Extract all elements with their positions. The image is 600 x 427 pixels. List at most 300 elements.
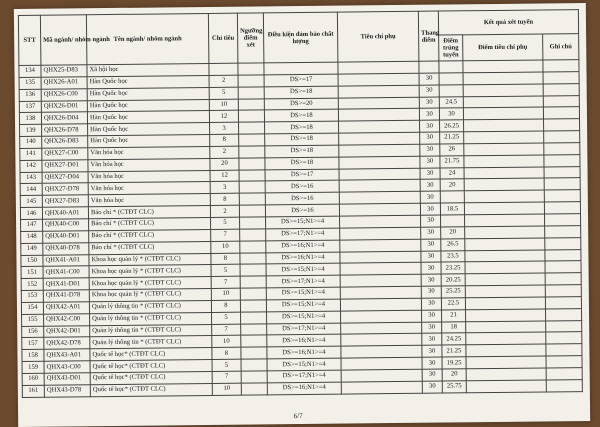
row-name: Khoa học quản lý * (CTĐT CLC) (89, 277, 211, 290)
row-secondary-score (465, 309, 545, 322)
row-name: Báo chí * (CTĐT CLC) (89, 217, 211, 230)
row-notes (543, 107, 579, 119)
row-name: Văn hóa học (88, 182, 210, 195)
row-condition: DS>=17;N1>=4 (266, 228, 340, 241)
row-cutoff: 23.5 (441, 250, 465, 262)
row-code: QHX40-D78 (43, 242, 89, 254)
row-name: Hàn Quốc học (88, 123, 210, 136)
row-floor (239, 169, 265, 181)
row-cutoff (439, 84, 463, 96)
header-code: Mã ngành/ nhóm ngành (40, 15, 87, 65)
row-scale: 30 (420, 203, 440, 215)
row-condition: DS>=18 (265, 157, 339, 170)
row-secondary (341, 346, 422, 359)
row-code: QHX43-A01 (44, 349, 90, 361)
row-floor (238, 87, 264, 99)
row-cutoff: 18.5 (440, 203, 464, 215)
row-secondary (339, 156, 420, 169)
row-condition: DS>=16 (265, 192, 339, 205)
row-code: QHX26-C00 (41, 88, 87, 100)
row-floor (240, 264, 266, 276)
row-condition: DS>=18 (265, 145, 339, 158)
row-secondary-score (465, 214, 545, 227)
row-quota: 12 (210, 170, 239, 182)
row-condition: DS>=18 (264, 109, 338, 122)
row-notes (545, 237, 581, 249)
row-secondary-score (465, 226, 545, 239)
row-stt: 149 (21, 243, 43, 255)
row-secondary (341, 381, 422, 394)
row-cutoff (440, 191, 464, 203)
row-code: QHX42-D78 (44, 337, 90, 349)
row-secondary (341, 334, 422, 347)
row-quota: 10 (209, 99, 238, 111)
row-quota: 7 (211, 229, 240, 241)
row-notes (545, 285, 581, 297)
row-floor (240, 300, 266, 312)
row-stt: 156 (22, 326, 44, 338)
row-code: QHX41-A01 (43, 254, 89, 266)
row-quota: 7 (212, 324, 241, 336)
row-quota: 8 (211, 300, 240, 312)
row-cutoff: 26.25 (440, 120, 464, 132)
row-scale: 30 (421, 251, 441, 263)
row-stt: 146 (20, 207, 42, 219)
row-floor (241, 383, 267, 395)
row-secondary (339, 192, 420, 205)
row-secondary (338, 85, 419, 98)
row-floor (238, 75, 264, 87)
row-name: Hàn Quốc học (87, 111, 209, 124)
row-name: Hàn Quốc học (88, 135, 210, 148)
row-condition: DS>=15;N1>=4 (266, 299, 340, 312)
row-notes (544, 131, 580, 143)
row-secondary (339, 132, 420, 145)
row-notes (546, 344, 582, 356)
header-condition: Điều kiện đảm bảo chất lượng (263, 12, 338, 63)
row-condition: DS>=17 (265, 169, 339, 182)
row-cutoff: 24.5 (439, 96, 463, 108)
row-floor (241, 359, 267, 371)
row-name: Quản lý thông tin * (CTĐT CLC) (90, 324, 212, 337)
header-stt: STT (18, 15, 41, 65)
header-notes: Ghi chú (543, 34, 579, 60)
row-secondary-score (465, 297, 545, 310)
row-code: QHX42-C00 (44, 313, 90, 325)
row-notes (544, 119, 580, 131)
row-secondary (339, 180, 420, 193)
row-secondary-score (463, 60, 543, 73)
row-secondary-score (466, 380, 546, 393)
row-cutoff: 20 (442, 369, 466, 381)
row-scale: 30 (422, 369, 442, 381)
row-cutoff (439, 61, 463, 73)
row-name: Quốc tế học* (CTĐT CLC) (90, 383, 212, 396)
row-floor (239, 122, 265, 134)
row-code: QHX43-D78 (44, 385, 90, 397)
row-condition: DS>=15;N1>=4 (266, 287, 340, 300)
row-cutoff: 24 (440, 167, 464, 179)
row-code: QHX27-D01 (42, 159, 88, 171)
row-scale: 30 (422, 322, 442, 334)
row-scale: 30 (419, 97, 439, 109)
row-scale: 30 (419, 73, 439, 85)
row-code: QHX40-A01 (42, 207, 88, 219)
row-quota: 10 (212, 383, 241, 395)
header-quota: Chỉ tiêu (208, 13, 238, 63)
page-number: 6/7 (293, 412, 303, 421)
row-secondary-score (464, 119, 544, 132)
row-scale: 30 (420, 156, 440, 168)
row-cutoff: 26.5 (441, 238, 465, 250)
row-scale: 30 (421, 239, 441, 251)
row-quota: 5 (212, 359, 241, 371)
row-name: Khoa học quản lý * (CTĐT CLC) (89, 265, 211, 278)
header-secondary: Tiêu chí phụ (337, 11, 419, 62)
row-condition: DS>=16;N1>=4 (266, 252, 340, 265)
row-stt: 138 (19, 113, 41, 125)
row-cutoff: 30 (439, 108, 463, 120)
row-name: Văn hóa học (88, 146, 210, 159)
row-quota: 2 (210, 146, 239, 158)
row-secondary (341, 369, 422, 382)
row-name: Xã hội học (87, 63, 209, 76)
row-code: QHX41-D01 (43, 278, 89, 290)
row-cutoff: 21 (442, 310, 466, 322)
row-stt: 155 (22, 314, 44, 326)
row-condition: DS>=15;N1>=4 (266, 263, 340, 276)
row-condition: DS>=17 (264, 74, 338, 87)
row-quota: 8 (210, 193, 239, 205)
row-scale: 30 (421, 274, 441, 286)
row-scale: 30 (422, 345, 442, 357)
row-notes (546, 356, 582, 368)
row-cutoff: 20.25 (441, 274, 465, 286)
row-name: Báo chí * (CTĐT CLC) (89, 241, 211, 254)
row-quota (209, 63, 238, 75)
row-scale: 30 (420, 168, 440, 180)
row-quota: 2 (209, 75, 238, 87)
row-notes (543, 71, 579, 83)
row-notes (546, 379, 582, 391)
row-secondary-score (464, 143, 544, 156)
row-scale: 30 (420, 144, 440, 156)
row-floor (240, 217, 266, 229)
row-scale: 30 (422, 357, 442, 369)
row-floor (239, 146, 265, 158)
row-quota: 3 (210, 182, 239, 194)
row-floor (241, 347, 267, 359)
row-floor (239, 193, 265, 205)
row-condition: DS>=18 (265, 133, 339, 146)
row-secondary-score (465, 273, 545, 286)
row-name: Quốc tế học* (CTĐT CLC) (90, 360, 212, 373)
row-secondary-score (466, 332, 546, 345)
row-quota: 3 (210, 122, 239, 134)
row-scale: 30 (422, 381, 442, 393)
row-secondary (340, 286, 421, 299)
row-stt: 151 (21, 267, 43, 279)
row-notes (543, 60, 579, 72)
row-quota: 10 (211, 241, 240, 253)
row-code: QHX26-D83 (42, 136, 88, 148)
row-cutoff: 21.25 (440, 132, 464, 144)
header-results-group: Kết quả xét tuyển (438, 10, 578, 35)
row-quota: 12 (209, 111, 238, 123)
row-cutoff: 21.25 (442, 345, 466, 357)
row-code: QHX41-C00 (43, 266, 89, 278)
row-name: Hàn Quốc học (87, 87, 209, 100)
row-stt: 160 (22, 373, 44, 385)
row-notes (546, 368, 582, 380)
row-secondary (340, 227, 421, 240)
document-page (14, 3, 590, 427)
row-name: Quản lý thông tin * (CTĐT CLC) (90, 312, 212, 325)
row-secondary-score (466, 344, 546, 357)
row-notes (544, 166, 580, 178)
row-stt: 139 (20, 124, 42, 136)
row-secondary (338, 73, 419, 86)
row-floor (241, 371, 267, 383)
row-name: Quốc tế học* (CTĐT CLC) (90, 348, 212, 361)
row-name: Hàn Quốc học (87, 75, 209, 88)
row-condition: DS>=20 (264, 98, 338, 111)
row-stt: 135 (19, 77, 41, 89)
row-quota: 7 (211, 276, 240, 288)
row-code: QHX27-D04 (42, 171, 88, 183)
row-quota: 10 (211, 288, 240, 300)
row-scale: 30 (421, 298, 441, 310)
row-condition (264, 62, 338, 75)
row-notes (545, 296, 581, 308)
row-quota: 8 (210, 134, 239, 146)
row-condition: DS>=16 (265, 204, 339, 217)
row-code: QHX26-D78 (42, 124, 88, 136)
row-floor (241, 323, 267, 335)
row-cutoff: 20 (441, 227, 465, 239)
row-floor (239, 134, 265, 146)
row-scale: 30 (422, 333, 442, 345)
row-cutoff: 19.25 (442, 357, 466, 369)
row-scale: 30 (420, 179, 440, 191)
row-floor (241, 335, 267, 347)
row-notes (544, 190, 580, 202)
row-cutoff: 18 (442, 321, 466, 333)
row-scale: 30 (421, 227, 441, 239)
row-condition: DS>=18 (264, 86, 338, 99)
row-stt: 161 (22, 385, 44, 397)
row-name: Văn hóa học (88, 158, 210, 171)
row-secondary-score (463, 107, 543, 120)
row-secondary (339, 203, 420, 216)
row-floor (238, 98, 264, 110)
row-stt: 136 (19, 89, 41, 101)
row-secondary (340, 263, 421, 276)
row-floor (239, 181, 265, 193)
row-code: QHX42-D01 (44, 325, 90, 337)
row-name: Khoa học quản lý * (CTĐT CLC) (89, 288, 211, 301)
row-scale: 30 (419, 85, 439, 97)
row-code: QHX43-C00 (44, 361, 90, 373)
row-scale: 30 (421, 262, 441, 274)
header-scale: Thang điểm (418, 11, 439, 61)
admission-results-table (18, 9, 583, 397)
row-condition: DS>=17;N1>=4 (267, 323, 341, 336)
row-condition: DS>=17;N1>=4 (267, 370, 341, 383)
row-stt: 159 (22, 361, 44, 373)
row-notes (544, 142, 580, 154)
row-secondary-score (463, 72, 543, 85)
row-stt: 152 (21, 278, 43, 290)
row-code: QHX43-D01 (44, 373, 90, 385)
row-secondary-score (466, 356, 546, 369)
table-frame (18, 9, 582, 397)
row-quota: 10 (212, 336, 241, 348)
row-notes (546, 332, 582, 344)
row-scale: 30 (420, 132, 440, 144)
row-floor (240, 229, 266, 241)
row-condition: DS>=15;N1>=4 (267, 358, 341, 371)
row-code: QHX25-D83 (41, 65, 87, 77)
row-cutoff (439, 73, 463, 85)
row-cutoff: 23.25 (441, 262, 465, 274)
row-secondary-score (464, 131, 544, 144)
row-stt: 147 (21, 219, 43, 231)
row-stt: 145 (20, 195, 42, 207)
row-secondary (340, 239, 421, 252)
row-condition: DS>=16;N1>=4 (266, 240, 340, 253)
row-stt: 157 (22, 338, 44, 350)
row-secondary (341, 310, 422, 323)
row-secondary (341, 357, 422, 370)
row-floor (240, 252, 266, 264)
row-scale (419, 61, 439, 73)
row-secondary-score (464, 190, 544, 203)
row-secondary-score (465, 285, 545, 298)
row-floor (240, 288, 266, 300)
row-secondary (339, 120, 420, 133)
row-stt: 134 (19, 65, 41, 77)
row-cutoff: 21.75 (440, 156, 464, 168)
row-notes (544, 178, 580, 190)
row-quota: 20 (210, 158, 239, 170)
row-cutoff: 20 (440, 179, 464, 191)
row-condition: DS>=16;N1>=4 (267, 346, 341, 359)
row-secondary-score (465, 249, 545, 262)
row-condition: DS>=15;N1>=4 (266, 216, 340, 229)
row-secondary (339, 168, 420, 181)
row-stt: 158 (22, 349, 44, 361)
row-code: QHX42-A01 (43, 302, 89, 314)
header-cutoff: Điểm trúng tuyển (439, 35, 463, 61)
row-stt: 140 (20, 136, 42, 148)
row-stt: 154 (21, 302, 43, 314)
row-stt: 150 (21, 255, 43, 267)
row-scale: 30 (421, 286, 441, 298)
row-stt: 148 (21, 231, 43, 243)
row-floor (239, 158, 265, 170)
row-notes (544, 154, 580, 166)
row-notes (545, 273, 581, 285)
row-condition: DS>=16 (265, 181, 339, 194)
row-code: QHX40-C00 (43, 219, 89, 231)
row-name: Hàn Quốc học (87, 99, 209, 112)
row-notes (543, 95, 579, 107)
row-stt: 144 (20, 184, 42, 196)
row-name: Văn hóa học (88, 170, 210, 183)
row-floor (239, 205, 265, 217)
row-scale: 30 (419, 108, 439, 120)
row-cutoff: 25.75 (442, 381, 466, 393)
row-notes (545, 261, 581, 273)
row-name: Báo chí * (CTĐT CLC) (88, 206, 210, 219)
row-name: Văn hóa học (88, 194, 210, 207)
row-secondary-score (464, 178, 544, 191)
row-code: QHX27-C00 (42, 148, 88, 160)
row-name: Quốc tế học* (CTĐT CLC) (90, 371, 212, 384)
row-notes (546, 320, 582, 332)
row-scale: 30 (420, 120, 440, 132)
row-quota: 8 (212, 347, 241, 359)
row-name: Quản lý thông tin * (CTĐT CLC) (90, 336, 212, 349)
row-quota: 5 (211, 264, 240, 276)
row-secondary (340, 274, 421, 287)
row-notes (544, 202, 580, 214)
header-secondary-score: Điểm tiêu chí phụ (463, 34, 543, 61)
row-secondary-score (464, 167, 544, 180)
row-code: QHX26-D01 (41, 100, 87, 112)
row-cutoff: 25.25 (441, 286, 465, 298)
row-code: QHX40-D01 (43, 231, 89, 243)
row-cutoff (441, 215, 465, 227)
row-quota: 5 (209, 87, 238, 99)
row-code: QHX41-D78 (43, 290, 89, 302)
row-secondary (340, 298, 421, 311)
row-quota: 7 (212, 371, 241, 383)
row-name: Khoa học quản lý * (CTĐT CLC) (89, 253, 211, 266)
row-notes (545, 214, 581, 226)
row-floor (238, 63, 264, 75)
row-cutoff: 24.25 (442, 333, 466, 345)
row-scale: 30 (421, 215, 441, 227)
row-notes (545, 225, 581, 237)
row-secondary-score (465, 238, 545, 251)
row-stt: 137 (19, 101, 41, 113)
row-secondary (339, 144, 420, 157)
header-name: Tên ngành/ nhóm ngành (86, 13, 209, 64)
row-quota: 2 (210, 205, 239, 217)
row-condition: DS>=15;N1>=4 (267, 311, 341, 324)
row-code: QHX27-D78 (42, 183, 88, 195)
row-secondary (338, 97, 419, 110)
row-code: QHX26-D04 (41, 112, 87, 124)
row-secondary-score (464, 155, 544, 168)
header-floor: Ngưỡng điểm xét (237, 13, 264, 63)
row-name: Báo chí * (CTĐT CLC) (89, 229, 211, 242)
row-secondary-score (463, 84, 543, 97)
row-stt: 142 (20, 160, 42, 172)
row-notes (545, 308, 581, 320)
row-secondary (341, 322, 422, 335)
row-condition: DS>=16;N1>=4 (267, 335, 341, 348)
row-secondary (338, 61, 419, 74)
row-condition: DS>=16;N1>=4 (267, 382, 341, 395)
row-floor (240, 276, 266, 288)
row-scale: 30 (420, 191, 440, 203)
row-notes (545, 249, 581, 261)
row-name: Quản lý thông tin * (CTĐT CLC) (89, 300, 211, 313)
row-condition: DS>=18 (265, 121, 339, 134)
